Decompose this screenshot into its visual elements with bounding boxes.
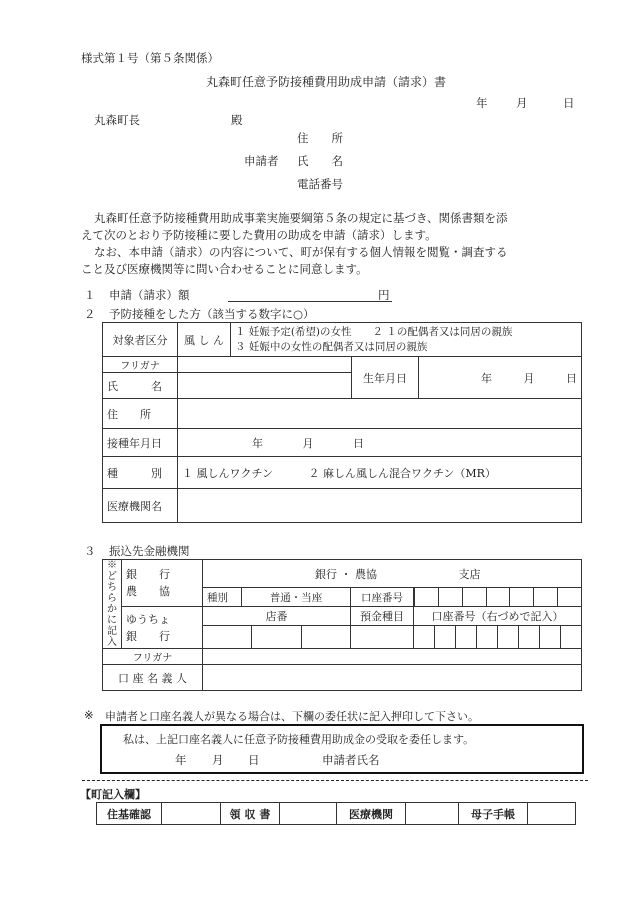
office-label-2: 領 収 書 [221, 803, 280, 825]
kind-label: 種 別 [103, 457, 178, 489]
note-text: 申請者と口座名義人が異なる場合は、下欄の委任状に記入押印して下さい。 [105, 710, 479, 723]
office-field-3[interactable] [406, 803, 459, 825]
branch-label: 支店 [458, 567, 481, 581]
name-row-label: 氏 名 [103, 373, 178, 399]
acct-no-right-label: 口座番号（右づめで記入） [414, 607, 582, 626]
holder-furigana-field[interactable] [203, 649, 582, 665]
office-label-3: 医療機関 [337, 803, 406, 825]
deposit-type-field[interactable] [351, 626, 414, 649]
honorific: 殿 [231, 113, 243, 127]
disease-label: 風 し ん [178, 323, 231, 357]
proxy-month: 月 [212, 753, 224, 767]
side-note: ※どちらかに記入 [103, 560, 122, 649]
person-table [102, 322, 582, 523]
acct-no-cells[interactable] [414, 588, 582, 607]
store-no-cells[interactable] [203, 626, 351, 649]
item-2-number: ２ [84, 307, 96, 321]
holder-furigana-label: フリガナ [103, 649, 203, 665]
item-3-number: ３ [84, 544, 96, 558]
office-field-2[interactable] [280, 803, 337, 825]
option-3[interactable]: ３ 妊娠中の女性の配偶者又は同居の親族 [235, 340, 428, 353]
birth-day: 日 [566, 371, 577, 385]
address-label: 住 所 [297, 131, 343, 145]
name-label: 氏 名 [297, 154, 343, 168]
option-1[interactable]: １ 妊娠予定(希望)の女性 [235, 325, 352, 338]
bank-label [122, 560, 203, 607]
yucho-label [122, 607, 203, 649]
kind-option-2[interactable]: ２ 麻しん風しん混合ワクチン（MR） [308, 466, 496, 480]
paragraph-1-line-2: えて次のとおり予防接種に要した費用の助成を申請（請求）します。 [81, 228, 437, 242]
proxy-text: 私は、上記口座名義人に任意予防接種費用助成金の受取を委任します。 [123, 733, 475, 746]
acct-no-label: 口座番号 [351, 588, 414, 607]
birth-label: 生年月日 [352, 357, 419, 399]
bank-type: 銀行 ・ 農協 [315, 567, 377, 581]
vacc-date-label: 接種年月日 [103, 429, 178, 457]
yucho-label-line-1: ゆうちょ [126, 612, 170, 626]
date-day: 日 [563, 96, 575, 110]
proxy-year: 年 [175, 753, 187, 767]
vacc-day: 日 [353, 436, 364, 450]
form-number: 様式第１号（第５条関係） [81, 51, 219, 65]
proxy-applicant-label: 申請者氏名 [322, 753, 380, 767]
birth-year: 年 [481, 371, 492, 385]
option-2[interactable]: ２ １の配偶者又は同居の親族 [372, 325, 513, 338]
yucho-acct-cells[interactable] [414, 626, 582, 649]
deposit-type-label: 預金種目 [351, 607, 414, 626]
bank-label-line-1: 銀 行 [126, 568, 170, 581]
clinic-label: 医療機関名 [103, 489, 178, 523]
cut-line [82, 780, 588, 781]
applicant-label: 申請者 [244, 154, 279, 168]
vacc-date-field[interactable] [178, 429, 582, 457]
amount-field[interactable] [228, 301, 392, 302]
name-field[interactable] [178, 373, 352, 399]
item-3-label: 振込先金融機関 [109, 544, 190, 558]
note-mark: ※ [84, 708, 94, 722]
item-1-label: 申請（請求）額 [109, 288, 190, 302]
bank-name-field[interactable] [203, 560, 582, 588]
office-title: 【町記入欄】 [80, 788, 146, 801]
vacc-month: 月 [302, 436, 314, 450]
phone-label: 電話番号 [297, 177, 343, 191]
proxy-day: 日 [248, 753, 260, 767]
store-no-label: 店番 [203, 607, 351, 626]
office-field-1[interactable] [162, 803, 221, 825]
item-1-number: １ [84, 288, 96, 302]
furigana-label: フリガナ [103, 357, 178, 373]
address-field[interactable] [178, 399, 582, 429]
kind-options[interactable] [178, 457, 582, 489]
bank-label-line-2: 農 協 [126, 585, 170, 598]
date-month: 月 [516, 96, 528, 110]
address-row-label: 住 所 [103, 399, 178, 429]
paragraph-2-line-2: こと及び医療機関等に問い合わせることに同意します。 [81, 262, 368, 276]
target-options[interactable] [231, 323, 582, 357]
office-label-4: 母子手帳 [459, 803, 528, 825]
bank-table [102, 559, 582, 691]
item-1-unit: 円 [378, 288, 390, 302]
birth-field[interactable] [419, 357, 582, 399]
paragraph-1-line-1: 丸森町任意予防接種費用助成事業実施要綱第５条の規定に基づき、関係書類を添 [94, 211, 508, 225]
addressee: 丸森町長 [94, 113, 140, 127]
office-table [96, 802, 576, 825]
paragraph-2-line-1: なお、本申請（請求）の内容について、町が保有する個人情報を閲覧・調査する [94, 245, 508, 259]
date-year: 年 [476, 96, 488, 110]
type-value[interactable]: 普通・当座 [242, 588, 351, 607]
office-label-1: 住基確認 [97, 803, 162, 825]
holder-label: 口 座 名 義 人 [103, 665, 203, 691]
holder-field[interactable] [203, 665, 582, 691]
form-title: 丸森町任意予防接種費用助成申請（請求）書 [206, 75, 447, 89]
clinic-field[interactable] [178, 489, 582, 523]
item-2-label: 予防接種をした方（該当する数字に○） [109, 307, 315, 321]
birth-month: 月 [523, 371, 535, 385]
yucho-label-line-2: 銀 行 [126, 629, 170, 643]
furigana-field[interactable] [178, 357, 352, 373]
type-label: 種別 [203, 588, 242, 607]
office-field-4[interactable] [528, 803, 576, 825]
target-label: 対象者区分 [103, 323, 178, 357]
kind-option-1[interactable]: １ 風しんワクチン [182, 466, 273, 480]
vacc-year: 年 [252, 436, 263, 450]
